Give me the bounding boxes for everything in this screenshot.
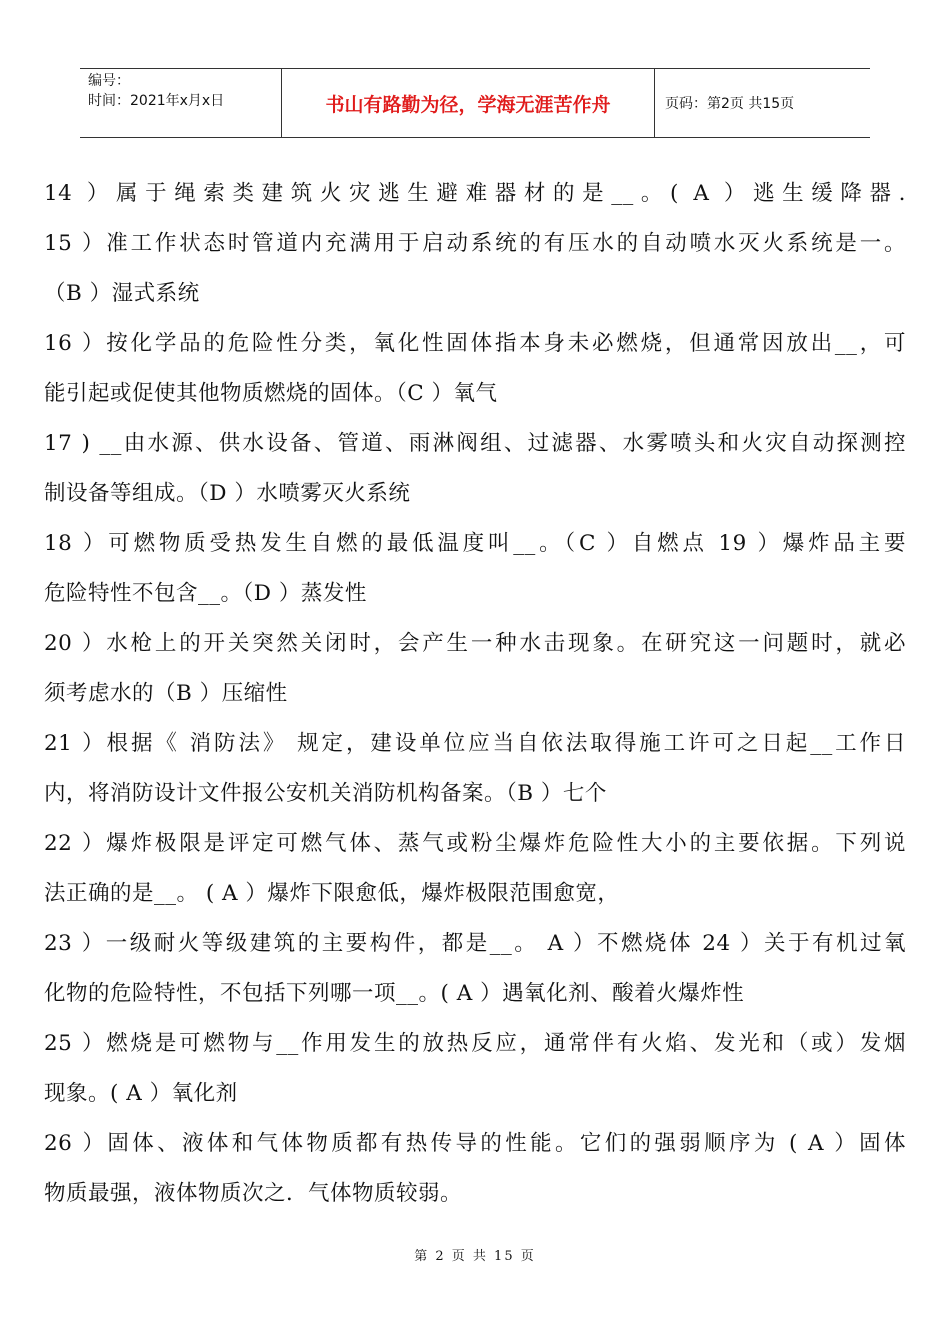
page-footer: 第 2 页 共 15 页 xyxy=(414,1249,536,1264)
text-line: 22 ）爆炸极限是评定可燃气体、蒸气或粉尘爆炸危险性大小的主要依据。下列说 xyxy=(44,831,906,856)
text-line: 16 ）按化学品的危险性分类，氧化性固体指本身未必燃烧，但通常因放出__，可 xyxy=(44,331,906,356)
text-line: 15 ）准工作状态时管道内充满用于启动系统的有压水的自动喷水灭火系统是一。 xyxy=(44,231,906,256)
text-line: 现象。( A ）氧化剂 xyxy=(44,1081,238,1106)
text-line: 物质最强，液体物质次之．气体物质较弱。 xyxy=(44,1181,463,1206)
text-line: 须考虑水的（B ）压缩性 xyxy=(44,681,288,706)
text-line: 23 ）一级耐火等级建筑的主要构件，都是__。 A ）不燃烧体 24 ）关于有机过氧 xyxy=(44,931,906,956)
text-line: 内，将消防设计文件报公安机关消防机构备案。（B ）七个 xyxy=(44,781,607,806)
text-line: 危险特性不包含__。（D ）蒸发性 xyxy=(44,581,367,606)
document-number-label: 编号： xyxy=(88,73,130,89)
text-line: 14 ）属于绳索类建筑火灾逃生避难器材的是__。( A ）逃生缓降器. xyxy=(44,181,906,206)
document-body xyxy=(44,169,906,1219)
text-line: 化物的危险特性，不包括下列哪一项__。( A ）遇氧化剂、酸着火爆炸性 xyxy=(44,981,745,1006)
header-motto: 书山有路勤为径，学海无涯苦作舟 xyxy=(282,69,655,137)
text-line: 18 ）可燃物质受热发生自燃的最低温度叫__。（C ）自燃点 19 ）爆炸品主要 xyxy=(44,531,906,556)
header-page-info: 页码：第2页 共15页 xyxy=(665,96,795,112)
text-line: 26 ）固体、液体和气体物质都有热传导的性能。它们的强弱顺序为 ( A ）固体 xyxy=(44,1131,906,1156)
text-line: （B ）湿式系统 xyxy=(44,281,200,306)
document-time-label: 时间：2021年x月x日 xyxy=(88,93,225,109)
text-line: 20 ）水枪上的开关突然关闭时，会产生一种水击现象。在研究这一问题时，就必 xyxy=(44,631,906,656)
text-line: 法正确的是__。 ( A ）爆炸下限愈低，爆炸极限范围愈宽， xyxy=(44,881,620,906)
page-header xyxy=(80,68,870,138)
text-line: 21 ）根据《 消防法》 规定，建设单位应当自依法取得施工许可之日起__工作日 xyxy=(44,731,906,756)
text-line: 制设备等组成。（D ）水喷雾灭火系统 xyxy=(44,481,411,506)
header-meta xyxy=(80,69,282,137)
text-line: 17 ) __由水源、供水设备、管道、雨淋阀组、过滤器、水雾喷头和火灾自动探测控 xyxy=(44,431,906,456)
text-line: 能引起或促使其他物质燃烧的固体。（C ）氧气 xyxy=(44,381,498,406)
text-line: 25 ）燃烧是可燃物与__作用发生的放热反应，通常伴有火焰、发光和（或）发烟 xyxy=(44,1031,906,1056)
